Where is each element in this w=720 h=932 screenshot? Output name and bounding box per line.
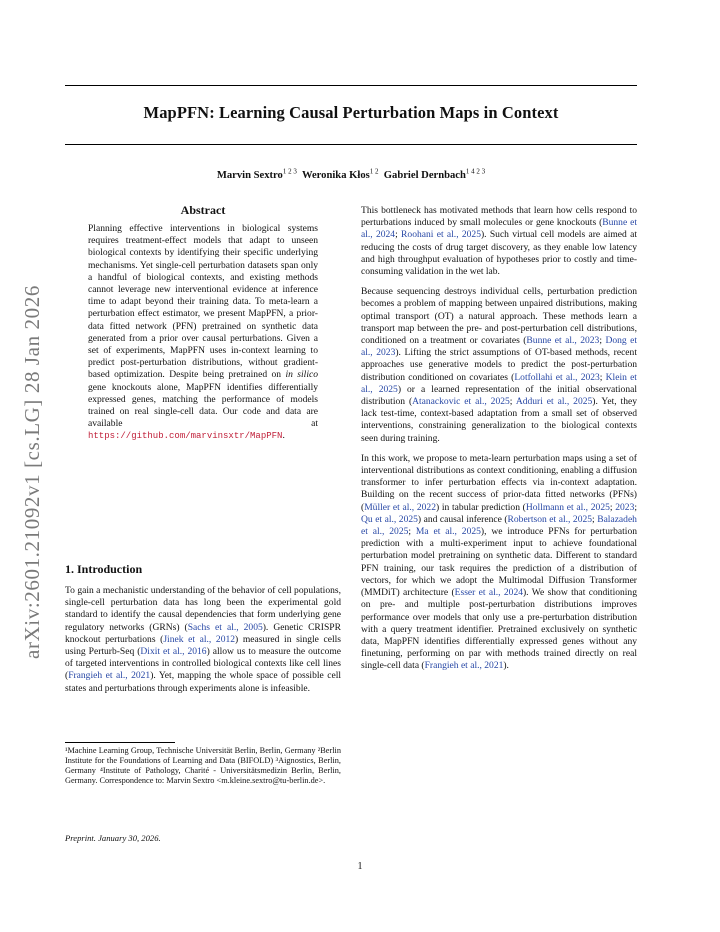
body-paragraph: [361, 286, 637, 445]
text-run: ;: [609, 501, 616, 513]
paper-title: MapPFN: Learning Causal Perturbation Maps in Context: [143, 103, 559, 122]
intro-paragraph: [65, 585, 341, 695]
text-run: ). Yet, mapping the whole space of possible cell states and perturbations through experiments alone is infeasible.: [65, 670, 341, 694]
text-run: ). Yet, they lack test-time, context-based adaptation from a small set of observed interventions, constraining generalization to the biological contexts seen during training.: [361, 396, 637, 444]
abstract-text: Planning effective interventions in biological systems requires treatment-effect models that adapt to unseen biological contexts by identifying their specific underlying mechanisms. Yet single-cell perturbation datasets span only a handful of biological contexts, and existing methods cannot leverage new interventional evidence at inference time to adapt beyond their training data. To meta-learn a perturbation effect estimator, we present MapPFN, a prior-data fitted network (PFN) pretrained on synthetic data generated from a prior over causal perturbations. Given a set of experiments, MapPFN uses in-context learning to predict post-perturbation distributions, without gradient-based optimization. Despite being pretrained on in silico gene knockouts alone, MapPFN identifies differentially expressed genes, matching the performance of models trained on real single-cell data. Our code and data are available at https://github.com/marvinsxtr/MapPFN.: [88, 223, 318, 442]
text-run: Because sequencing destroys individual cells, perturbation prediction becomes a problem of mapping between unpaired distributions, making optimal transport (OT) a natural approach. These methods learn a transport map between the pre- and post-perturbation cell distributions, conditioned on a treatment or covariates (: [361, 286, 637, 347]
text-run: ).: [503, 660, 509, 672]
top-rule: [65, 85, 637, 86]
text-run: ;: [599, 371, 606, 383]
text-run: ) allow us to measure the outcome of targeted interventions in controlled biological contexts like cell lines (: [65, 646, 342, 682]
right-column: [361, 205, 637, 681]
body-paragraph: [361, 453, 637, 673]
text-run: To gain a mechanistic understanding of the behavior of cell populations, single-cell perturbation data has long been the experimental gold standard to identify the causal dependencies that form underlying gene regulatory networks (GRNs) (: [65, 585, 341, 633]
text-run: ), we introduce PFNs for perturbation prediction with a multi-experiment input to achieve foundational perturbation model pretraining on synthetic data. Different to standard PFN training, our task requires the prediction of a distribution of vectors, for which we adopt the Multimodal Diffusion Transformer (MMDiT) architecture (: [361, 526, 638, 599]
footnote-rule: [65, 742, 175, 743]
text-run: ;: [408, 526, 416, 538]
text-run: ). Such virtual cell models are aimed at reducing the costs of drug target discovery, as they enable low latency and high throughput evaluation of hypotheses prior to costly and time-consuming validation in the wet lab.: [361, 229, 637, 278]
citation-link[interactable]: Roohani et al., 2025: [401, 229, 481, 241]
citation-link[interactable]: Klein et al., 2025: [361, 371, 637, 395]
arxiv-stamp: arXiv:2601.21092v1 [cs.LG] 28 Jan 2026: [20, 285, 44, 659]
bottom-rule: [65, 144, 637, 145]
citation-link[interactable]: Dixit et al., 2016: [140, 646, 207, 658]
text-run: ). Lifting the strict assumptions of OT-based methods, recent approaches use generative models to predict the post-perturbation distribution conditioned on covariates (: [361, 347, 637, 383]
author: Weronika Kłos$^{1 2}$: [301, 167, 379, 181]
citation-link[interactable]: Jinek et al., 2012: [163, 633, 236, 645]
citation-link[interactable]: Adduri et al., 2025: [515, 396, 593, 408]
text-run: ;: [509, 396, 516, 408]
text-run: ;: [634, 501, 637, 513]
citation-link[interactable]: Lotfollahi et al., 2023: [514, 371, 600, 383]
affiliation-footnote: ¹Machine Learning Group, Technische Universität Berlin, Berlin, Germany ²Berlin Institute for the Foundations of Learning and Data (BIFOLD) ³Aignostics, Berlin, Germany ⁴Institute of Pathology, Charité - Universitätsmedizin Berlin, Berlin, Germany. Correspondence to: Marvin Sextro <m.kleine.sextro@tu-berlin.de>.: [65, 746, 341, 786]
citation-link[interactable]: Esser et al., 2024: [454, 587, 523, 599]
text-run: ). We show that conditioning on pre- and multiple post-perturbation distributions improves performance over models that only use a pre-perturbation distribution with a query treatment identifier. Pretrained exclusively on synthetic data, MapPFN identifies differentially expressed genes without any finetuning, performing on par with methods trained directly on real single-cell data (: [361, 587, 637, 672]
text-run: ) measured in single cells using Perturb-Seq (: [65, 633, 342, 658]
body-paragraph: [361, 205, 637, 278]
citation-link[interactable]: Hollmann et al., 2025: [525, 501, 610, 513]
citation-link[interactable]: Atanackovic et al., 2025: [412, 396, 510, 408]
abstract-heading: Abstract: [180, 203, 226, 217]
code-link[interactable]: https://github.com/marvinsxtr/MapPFN: [88, 431, 283, 442]
citation-link[interactable]: Ma et al., 2025: [415, 526, 481, 538]
citation-link[interactable]: Dong et al., 2023: [361, 335, 638, 359]
citation-link[interactable]: Sachs et al., 2005: [187, 621, 263, 633]
citation-link[interactable]: Qu et al., 2025: [361, 513, 418, 525]
citation-link[interactable]: Frangieh et al., 2021: [424, 660, 504, 672]
citation-link[interactable]: 2023: [615, 501, 635, 513]
citation-link[interactable]: Robertson et al., 2025: [507, 513, 593, 525]
text-run: ) in tabular prediction (: [435, 501, 526, 513]
preprint-note: Preprint. January 30, 2026.: [65, 833, 161, 843]
text-run: ;: [592, 513, 598, 525]
abstract-section: [65, 203, 341, 443]
text-run: This bottleneck has motivated methods that learn how cells respond to perturbations induced by small molecules or gene knockouts (: [361, 205, 637, 229]
author: Marvin Sextro$^{1 2 3}$: [216, 167, 297, 181]
citation-link[interactable]: Bunne et al., 2024: [361, 217, 637, 241]
author-list: [65, 167, 637, 181]
text-run: ;: [599, 335, 606, 347]
author: Gabriel Dernbach$^{1 4 2 3}$: [383, 167, 486, 181]
citation-link[interactable]: Bunne et al., 2023: [526, 335, 600, 347]
text-run: ). Genetic CRISPR knockout perturbations (: [65, 621, 341, 645]
text-run: In this work, we propose to meta-learn perturbation maps using a set of interventional distributions as context conditioning, enabling a diffusion transformer to infer perturbation effects via in-context adaptation. Building on the recent success of prior-data fitted networks (PFNs) (: [361, 452, 637, 513]
citation-link[interactable]: Balazadeh et al., 2025: [361, 513, 637, 538]
page-number: 1: [357, 861, 363, 872]
text-run: ;: [395, 229, 402, 241]
text-run: ) or a learned representation of the initial observational distribution (: [361, 383, 637, 408]
text-run: ) and causal inference (: [417, 513, 508, 525]
citation-link[interactable]: Frangieh et al., 2021: [68, 670, 151, 682]
citation-link[interactable]: Müller et al., 2022: [364, 501, 436, 513]
section-heading-introduction: 1. Introduction: [65, 562, 143, 576]
